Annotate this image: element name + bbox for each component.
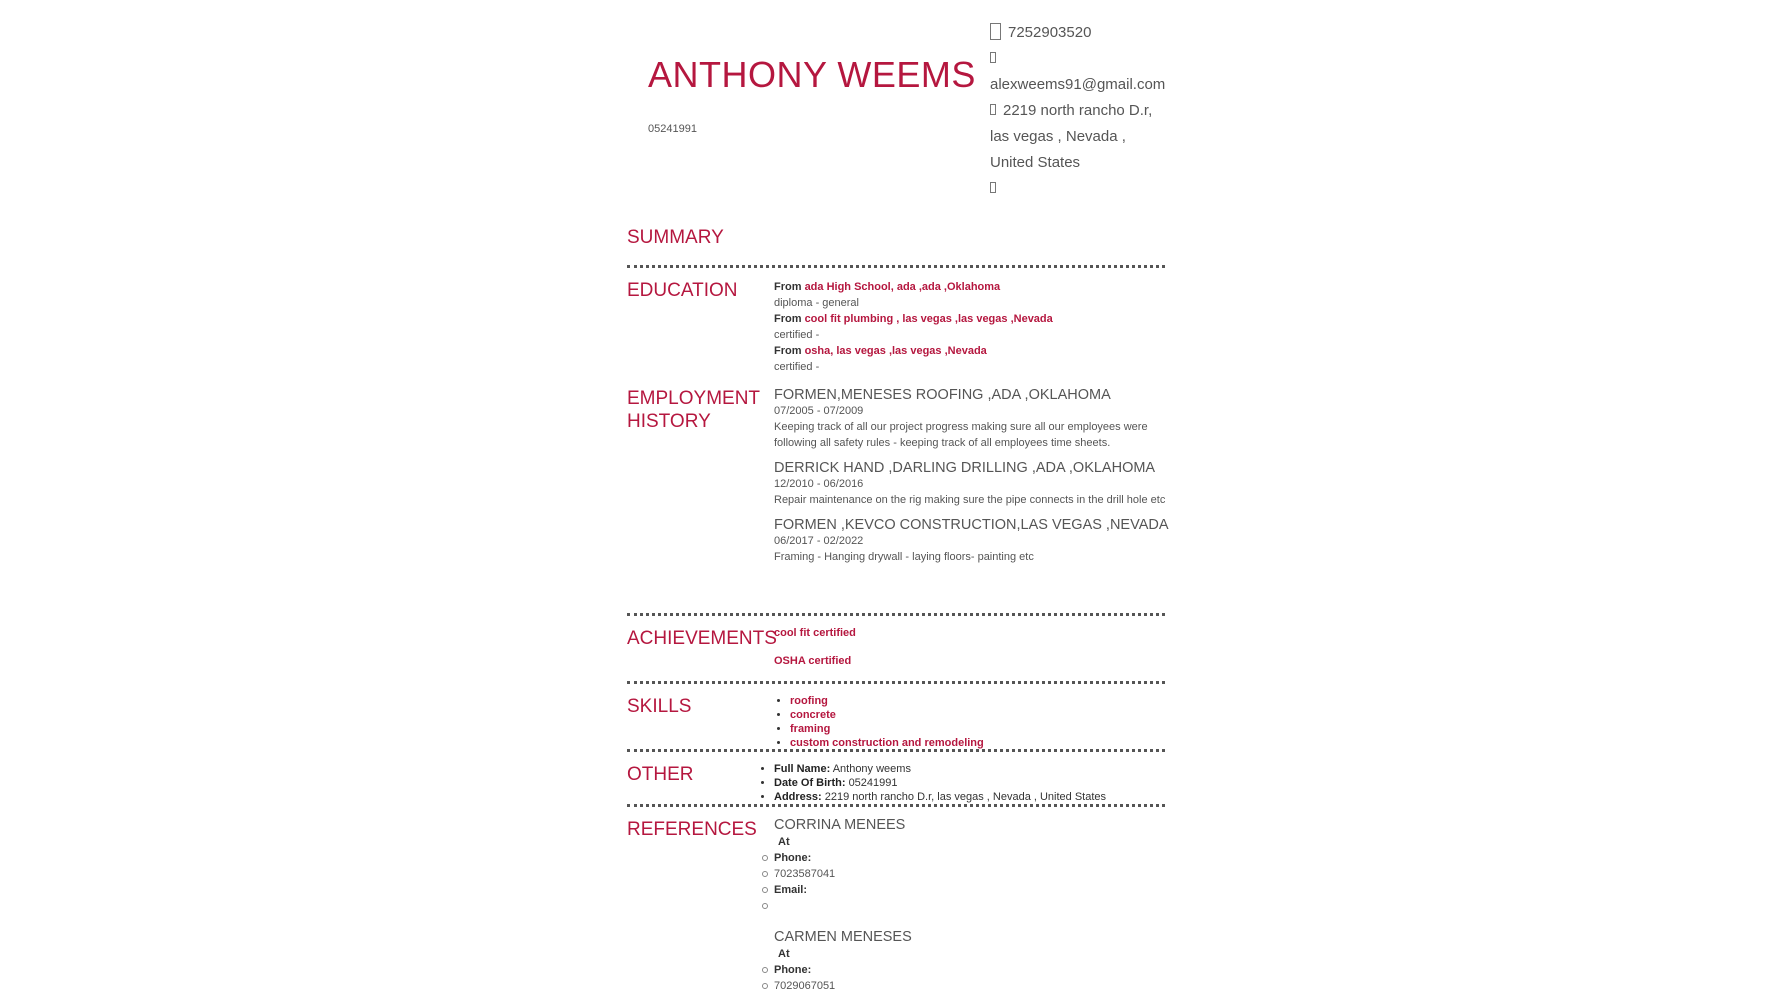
skill-item: • roofing xyxy=(790,694,984,708)
section-title-summary: SUMMARY xyxy=(627,227,724,248)
education-degree: certified - xyxy=(774,361,820,373)
phone-icon xyxy=(990,23,1001,40)
skill-item: • concrete xyxy=(790,708,984,722)
education-degree: diploma - general xyxy=(774,297,859,309)
other-item: • Date Of Birth: 05241991 xyxy=(774,776,1106,790)
job-entry xyxy=(774,460,1174,508)
references-list xyxy=(774,816,1174,994)
other-item: • Address: 2219 north rancho D.r, las vegas , Nevada , United States xyxy=(774,790,1106,804)
link-icon xyxy=(990,182,996,193)
job-title: FORMEN ,KEVCO CONSTRUCTION,LAS VEGAS ,NEVADA xyxy=(774,517,1169,533)
skill-item: • custom construction and remodeling xyxy=(790,736,984,750)
education-school-row: From osha, las vegas ,las vegas ,Nevada xyxy=(774,345,987,357)
achievement-item: cool fit certified xyxy=(774,627,856,639)
circle-bullet-icon xyxy=(762,903,768,909)
employment-list xyxy=(774,387,1174,565)
job-entry xyxy=(774,517,1174,565)
divider xyxy=(627,613,1165,616)
section-title-skills: SKILLS xyxy=(627,696,692,717)
skill-item: • framing xyxy=(790,722,984,736)
education-list xyxy=(774,279,1174,375)
email-icon xyxy=(990,52,996,63)
circle-bullet-icon xyxy=(762,967,768,973)
reference-at: At xyxy=(778,948,790,960)
job-dates: 06/2017 - 02/2022 xyxy=(774,535,864,547)
address-line-3: United States xyxy=(990,154,1081,171)
reference-name: CORRINA MENEES xyxy=(774,817,906,833)
date-of-birth: 05241991 xyxy=(648,123,697,135)
address-line-1: 2219 north rancho D.r, xyxy=(1003,102,1153,119)
reference-at: At xyxy=(778,836,790,848)
other-list xyxy=(762,762,1106,804)
job-entry xyxy=(774,387,1174,451)
circle-bullet-icon xyxy=(762,887,768,893)
job-description: Framing - Hanging drywall - laying floors- painting etc xyxy=(774,551,1034,563)
reference-phone-label-row: Phone: xyxy=(774,850,1174,866)
job-title: DERRICK HAND ,DARLING DRILLING ,ADA ,OKLAHOMA xyxy=(774,460,1156,476)
education-school-row: From ada High School, ada ,ada ,Oklahoma xyxy=(774,281,1001,293)
reference-entry xyxy=(774,928,1174,994)
skills-list xyxy=(774,694,984,750)
address-line-2: las vegas , Nevada , xyxy=(990,128,1126,145)
phone-number: 7252903520 xyxy=(1008,24,1092,41)
reference-phone-row: 7029067051 xyxy=(774,978,1174,994)
divider xyxy=(627,804,1165,807)
divider xyxy=(627,749,1165,752)
reference-email-row xyxy=(774,898,1174,914)
reference-email-label-row: Email: xyxy=(774,882,1174,898)
section-title-education: EDUCATION xyxy=(627,280,738,301)
job-title: FORMEN,MENESES ROOFING ,ADA ,OKLAHOMA xyxy=(774,387,1111,403)
address-row xyxy=(990,98,1180,124)
job-dates: 12/2010 - 06/2016 xyxy=(774,478,864,490)
job-dates: 07/2005 - 07/2009 xyxy=(774,405,864,417)
divider xyxy=(627,265,1165,268)
job-description: Repair maintenance on the rig making sure the pipe connects in the drill hole etc xyxy=(774,494,1166,506)
education-school: ada High School, ada ,ada ,Oklahoma xyxy=(804,281,1001,293)
reference-phone-row: 7023587041 xyxy=(774,866,1174,882)
education-school: cool fit plumbing , las vegas ,las vegas ,Nevada xyxy=(804,313,1053,325)
extra-icon-row xyxy=(990,176,1180,202)
circle-bullet-icon xyxy=(762,871,768,877)
education-school: osha, las vegas ,las vegas ,Nevada xyxy=(804,345,987,357)
achievement-item: OSHA certified xyxy=(774,655,852,667)
other-item: • Full Name: Anthony weems xyxy=(774,762,1106,776)
reference-entry xyxy=(774,816,1174,914)
email-address: alexweems91@gmail.com xyxy=(990,76,1166,93)
job-description: Keeping track of all our project progress making sure all our employees were following all safety rules - keeping track of all employees time sheets. xyxy=(774,421,1148,449)
circle-bullet-icon xyxy=(762,855,768,861)
education-school-row: From cool fit plumbing , las vegas ,las vegas ,Nevada xyxy=(774,313,1053,325)
contact-block xyxy=(990,20,1180,202)
email-icon-row xyxy=(990,46,1180,72)
divider xyxy=(627,681,1165,684)
section-title-other: OTHER xyxy=(627,764,694,785)
candidate-name: ANTHONY WEEMS xyxy=(648,54,976,95)
section-title-achievements: ACHIEVEMENTS xyxy=(627,628,777,649)
circle-bullet-icon xyxy=(762,983,768,989)
location-icon xyxy=(990,104,996,115)
reference-phone-label-row: Phone: xyxy=(774,962,1174,978)
education-degree: certified - xyxy=(774,329,820,341)
reference-name: CARMEN MENESES xyxy=(774,929,912,945)
section-title-employment: EMPLOYMENT HISTORY xyxy=(627,388,761,432)
section-title-references: REFERENCES xyxy=(627,819,757,840)
phone-row xyxy=(990,20,1180,46)
